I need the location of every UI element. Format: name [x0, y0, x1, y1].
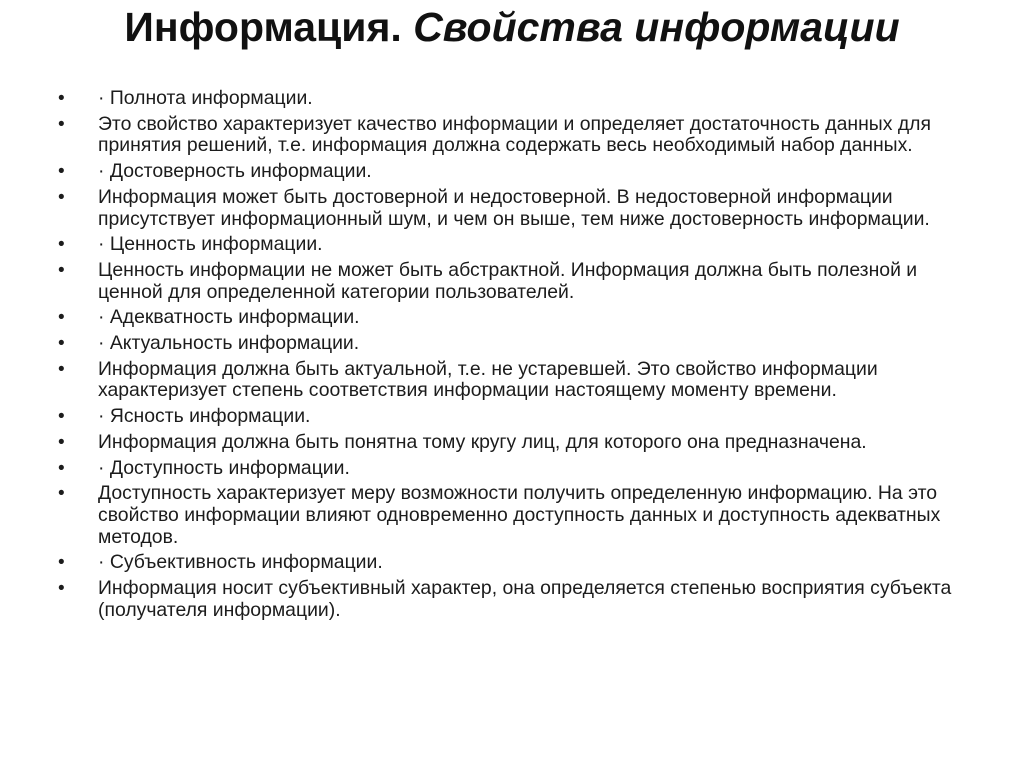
bullet-item [58, 234, 978, 256]
bullet-item [58, 578, 978, 621]
bullet-dot: • [58, 186, 65, 208]
bullet-text: · Актуальность информации. [98, 332, 360, 355]
bullet-text: Информация может быть достоверной и недостоверной. В недостоверной информации присутствует информационный шум, и чем он выше, тем ниже достоверность информации. [98, 185, 930, 230]
bullet-item [58, 483, 978, 548]
bullet-item [58, 114, 978, 157]
bullet-dot: • [58, 161, 65, 183]
bullet-item [58, 333, 978, 355]
bullet-item [58, 458, 978, 480]
bullet-item [58, 161, 978, 183]
bullet-dot: • [58, 113, 65, 135]
bullet-dot: • [58, 431, 65, 453]
bullet-text: Доступность характеризует меру возможности получить определенную информацию. На это свойство информации влияют одновременно доступность данных и доступность адекватных методов. [98, 482, 941, 548]
bullet-text: · Ценность информации. [98, 233, 323, 256]
bullet-text: Информация должна быть актуальной, т.е. не устаревшей. Это свойство информации характеризует степень соответствия информации настоящему моменту времени. [98, 357, 878, 402]
slide-title [0, 0, 1024, 62]
bullet-text: · Достоверность информации. [98, 160, 372, 183]
bullet-text: · Субъективность информации. [98, 551, 383, 574]
bullet-dot: • [58, 333, 65, 355]
bullet-text: · Полнота информации. [98, 87, 313, 109]
title-part-italic: Свойства информации [413, 4, 900, 50]
bullet-item [58, 307, 978, 329]
bullet-text: · Доступность информации. [98, 456, 350, 479]
bullet-text: · Адекватность информации. [98, 306, 360, 329]
bullet-dot: • [58, 406, 65, 428]
bullet-dot: • [58, 457, 65, 479]
bullet-dot: • [58, 88, 65, 109]
bullet-list [58, 88, 978, 625]
bullet-item [58, 432, 978, 454]
bullet-text: Информация должна быть понятна тому кругу лиц, для которого она предназначена. [98, 430, 867, 453]
bullet-dot: • [58, 578, 65, 600]
bullet-dot: • [58, 483, 65, 505]
bullet-text: Ценность информации не может быть абстрактной. Информация должна быть полезной и ценной для определенной категории пользователей. [98, 258, 918, 303]
bullet-dot: • [58, 552, 65, 574]
bullet-text: Это свойство характеризует качество информации и определяет достаточность данных для принятия решений, т.е. информация должна содержать весь необходимый набор данных. [98, 112, 931, 157]
bullet-item [58, 187, 978, 230]
bullet-item [58, 552, 978, 574]
bullet-dot: • [58, 358, 65, 380]
bullet-item [58, 406, 978, 428]
bullet-text: · Ясность информации. [98, 405, 311, 428]
bullet-item [58, 260, 978, 303]
bullet-dot: • [58, 259, 65, 281]
bullet-text: Информация носит субъективный характер, она определяется степенью восприятия субъекта (получателя информации). [98, 577, 952, 621]
bullet-item [58, 88, 978, 110]
bullet-item [58, 359, 978, 402]
bullet-dot: • [58, 234, 65, 256]
title-part-regular: Информация. [124, 4, 402, 50]
bullet-dot: • [58, 307, 65, 329]
